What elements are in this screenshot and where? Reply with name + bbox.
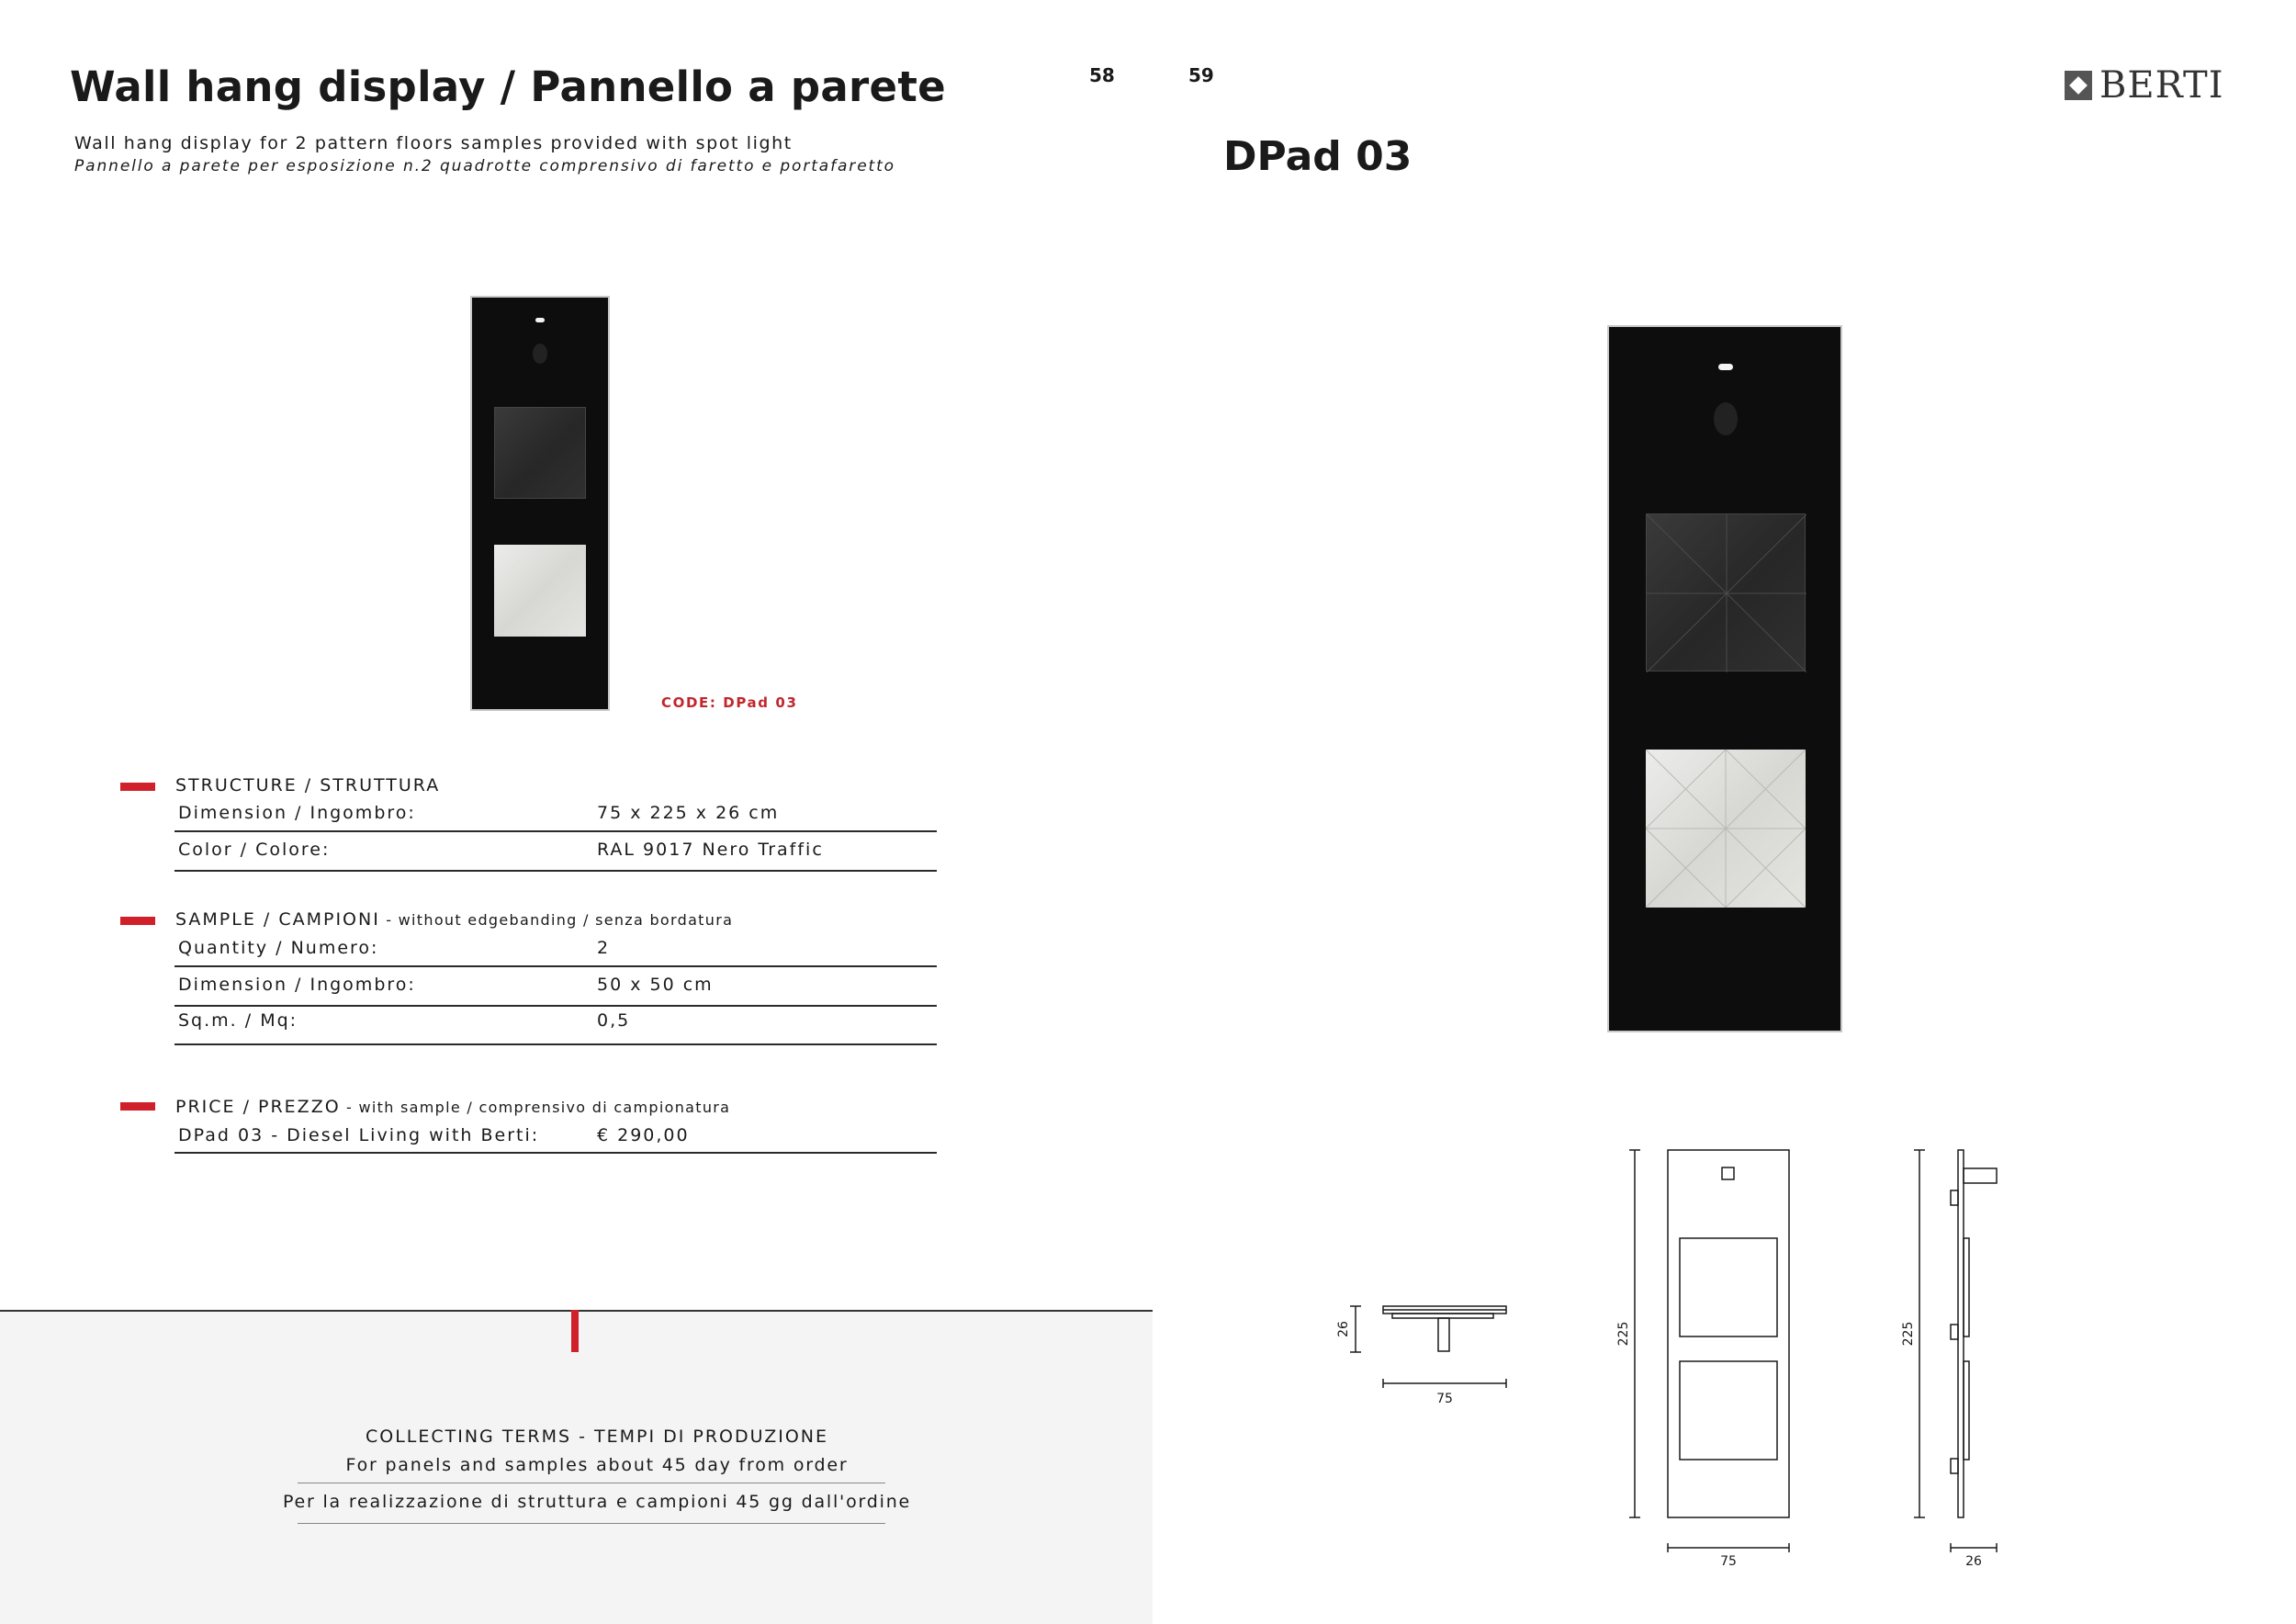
- footer-line-english: For panels and samples about 45 day from order: [345, 1455, 849, 1475]
- front-height-label: 225: [1616, 1321, 1631, 1347]
- divider: [174, 1005, 937, 1007]
- price-heading-text: PRICE / PREZZO: [175, 1097, 341, 1117]
- divider: [174, 1043, 937, 1045]
- footer-divider: [298, 1523, 885, 1524]
- product-photo-large: [1607, 325, 1842, 1032]
- sample-marker: [120, 917, 155, 925]
- sample-quantity-label: Quantity / Numero:: [178, 938, 379, 958]
- technical-drawings: [1322, 1130, 2020, 1571]
- structure-color-value: RAL 9017 Nero Traffic: [597, 840, 824, 860]
- dark-sample-tile: [1646, 513, 1806, 671]
- dark-sample-tile: [494, 407, 586, 499]
- side-depth-label: 26: [1965, 1554, 1982, 1569]
- sample-sqm-value: 0,5: [597, 1010, 631, 1031]
- dark-tile-pattern: [1647, 514, 1806, 672]
- top-depth-label: 26: [1336, 1321, 1351, 1337]
- divider: [174, 1152, 937, 1154]
- price-heading-note: - with sample / comprensivo di campionatura: [340, 1099, 731, 1116]
- sample-dimension-value: 50 x 50 cm: [597, 975, 714, 995]
- divider: [174, 830, 937, 832]
- product-photo-small: [470, 296, 610, 711]
- product-title: DPad 03: [1223, 133, 1412, 180]
- subtitle-english: Wall hang display for 2 pattern floors samples provided with spot light: [74, 133, 793, 153]
- page-number-right: 59: [1188, 64, 1214, 86]
- sample-heading: [175, 909, 733, 930]
- structure-color-label: Color / Colore:: [178, 840, 331, 860]
- front-view-drawing: [1629, 1150, 1789, 1552]
- sample-quantity-value: 2: [597, 938, 611, 958]
- side-height-label: 225: [1901, 1321, 1916, 1347]
- light-sample-tile: [494, 545, 586, 637]
- sample-heading-note: - without edgebanding / senza bordatura: [379, 911, 734, 929]
- structure-dimension-label: Dimension / Ingombro:: [178, 803, 416, 823]
- price-item-value: € 290,00: [597, 1125, 690, 1145]
- side-view-drawing: [1914, 1150, 1997, 1552]
- light-tile-pattern: [1646, 750, 1806, 908]
- product-code: CODE: DPad 03: [661, 694, 798, 711]
- top-width-label: 75: [1436, 1392, 1453, 1406]
- top-view-drawing: [1350, 1306, 1506, 1388]
- spot-light-icon: [535, 318, 545, 322]
- footer-line-italian: Per la realizzazione di struttura e campioni 45 gg dall'ordine: [282, 1492, 912, 1512]
- structure-heading: STRUCTURE / STRUTTURA: [175, 775, 441, 795]
- structure-marker: [120, 783, 155, 791]
- footer-accent-tick: [571, 1310, 579, 1352]
- spot-holder-icon: [533, 344, 547, 364]
- divider: [174, 965, 937, 967]
- page-title: Wall hang display / Pannello a parete: [70, 62, 946, 111]
- spot-holder-icon: [1714, 402, 1738, 435]
- subtitle-italian: Pannello a parete per esposizione n.2 quadrotte comprensivo di faretto e portafaretto: [74, 157, 895, 175]
- light-sample-tile: [1646, 750, 1806, 908]
- price-heading: [175, 1097, 730, 1117]
- spot-light-icon: [1718, 364, 1733, 370]
- front-width-label: 75: [1720, 1554, 1737, 1569]
- price-item-label: DPad 03 - Diesel Living with Berti:: [178, 1125, 540, 1145]
- divider: [174, 870, 937, 872]
- footer-heading: COLLECTING TERMS - TEMPI DI PRODUZIONE: [365, 1427, 829, 1447]
- berti-logo-mark-icon: [2065, 71, 2092, 100]
- berti-logo: [2065, 66, 2224, 105]
- structure-dimension-value: 75 x 225 x 26 cm: [597, 803, 780, 823]
- page-number-left: 58: [1089, 64, 1115, 86]
- sample-dimension-label: Dimension / Ingombro:: [178, 975, 416, 995]
- berti-logo-text: BERTI: [2099, 64, 2224, 107]
- sample-sqm-label: Sq.m. / Mq:: [178, 1010, 298, 1031]
- price-marker: [120, 1102, 155, 1111]
- sample-heading-text: SAMPLE / CAMPIONI: [175, 909, 380, 930]
